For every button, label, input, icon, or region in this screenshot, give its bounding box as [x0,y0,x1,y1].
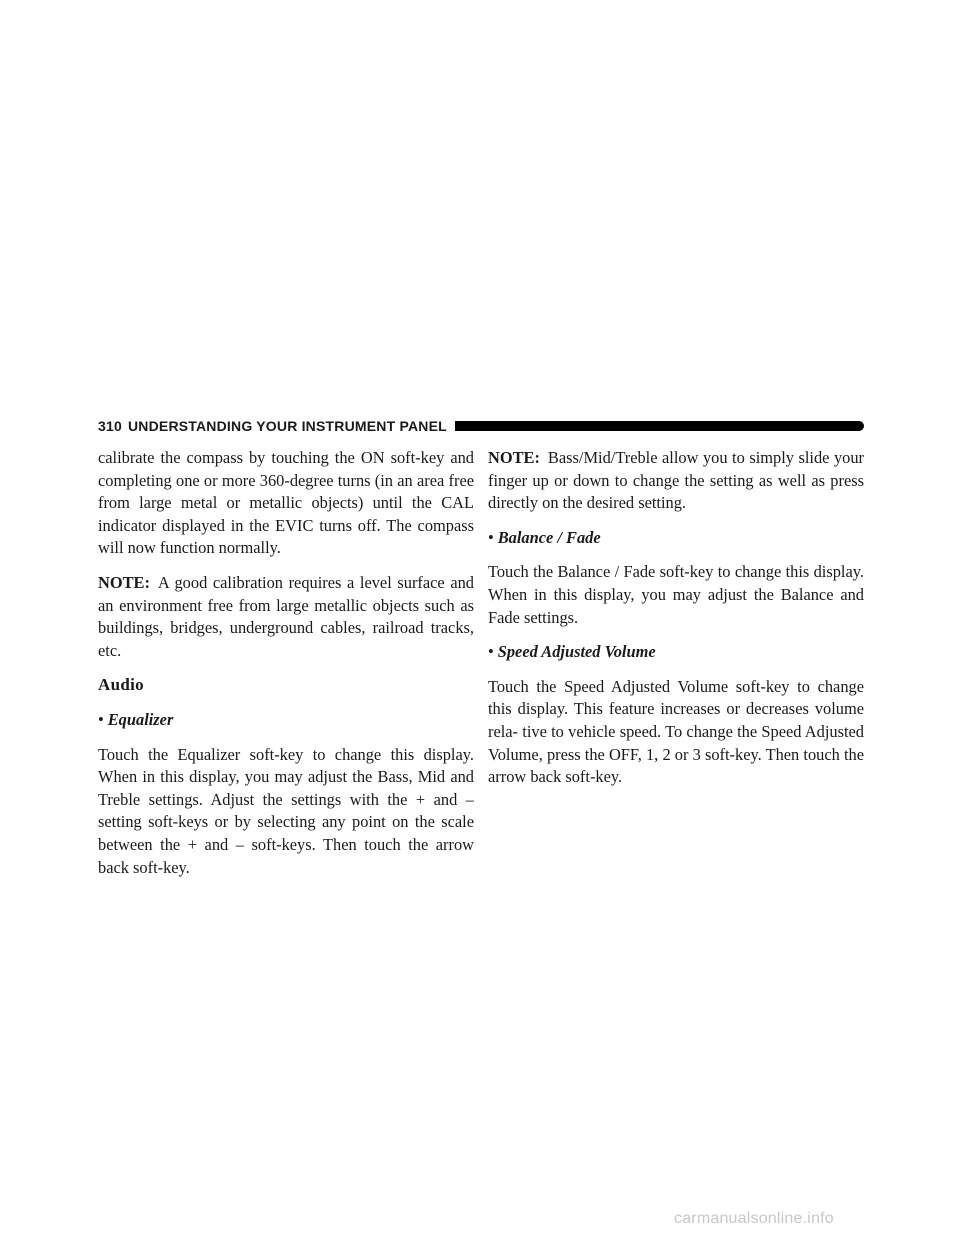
section-heading-audio: Audio [98,675,144,695]
bullet-sav-body: Touch the Speed Adjusted Volume soft-key to change this display. This feature increases or decreases volume rela- tive to vehicle speed. To change the Speed Adjusted Volume, press the OFF, 1, 2 or 3 soft-key. Then touch the arrow back soft-key. [488,676,864,787]
header-text [98,418,447,434]
header-rule [455,421,864,431]
bullet-equalizer-body: Touch the Equalizer soft-key to change this display. When in this display, you may adjust the Bass, Mid and Treble settings. Adjust the settings with the + and – setting soft-keys or by selecting any point on the scale between the + and – soft-keys. Then touch the arrow back soft-key. [98,744,474,877]
bullet-title-text: Speed Adjusted Volume [497,642,656,662]
note-bass-mid-treble [488,447,864,515]
note-label: NOTE: [98,572,150,592]
page-number: 310 [98,418,122,434]
bullet-equalizer-title [98,709,474,732]
bullet-title-text: Equalizer [107,709,174,729]
watermark: carmanualsonline.info [674,1210,834,1227]
bullet-balance-body: Touch the Balance / Fade soft-key to change this display. When in this display, you may adjust the Balance and Fade settings. [488,562,864,627]
note-calibration [98,572,474,662]
bullet-icon: • [488,642,494,662]
section-title: UNDERSTANDING YOUR INSTRUMENT PANEL [127,418,447,434]
note-text: A good calibration requires a level surface and an environment free from large metallic objects such as buildings, bridges, underground cables, railroad tracks, etc. [98,572,474,660]
note-text: Bass/Mid/Treble allow you to simply slide your finger up or down to change the setting as well as press directly on the desired setting. [488,448,864,513]
right-column [488,447,864,801]
bullet-icon: • [98,709,104,729]
note-label: NOTE: [488,448,540,467]
page-header [98,416,864,436]
bullet-icon: • [488,527,494,547]
bullet-title-text: Balance / Fade [497,527,601,547]
left-column [98,447,474,891]
bullet-sav-title [488,641,864,664]
paragraph-calibrate: calibrate the compass by touching the ON soft-key and completing one or more 360-degree turns (in an area free from large metal or metallic objects) until the CAL indicator displayed in the EVIC turns off. The compass will now function normally. [98,448,474,558]
bullet-balance-title [488,527,864,550]
